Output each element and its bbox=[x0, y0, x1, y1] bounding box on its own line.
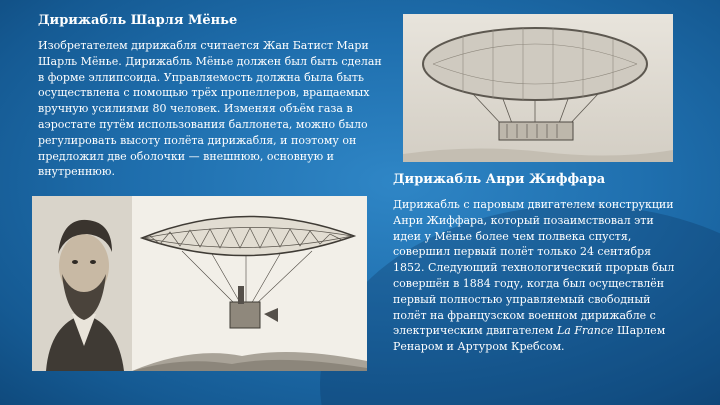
giffard-portrait bbox=[32, 196, 132, 371]
giffard-paragraph bbox=[393, 197, 678, 355]
la-france-italic: La France bbox=[556, 324, 614, 338]
meunier-paragraph: Изобретателем дирижабля считается Жан Батист Мари Шарль Мёнье. Дирижабль Мёнье должен был быть сделан в форме эллипсоида. Управляемость должна была быть осуществлена с помощью трёх пропеллеров, вращаемых вручную усилиями 80 человек. Изменяя объём газа в аэростате путём использования баллонета, можно было регулировать высоту полёта дирижабля, и поэтому он предложил две оболочки — внешнюю, основную и внутреннюю. bbox=[38, 39, 382, 179]
giffard-heading: Дирижабль Анри Жиффара bbox=[393, 172, 606, 187]
meunier-heading: Дирижабль Шарля Мёнье bbox=[38, 13, 238, 28]
giffard-portrait-and-airship-image bbox=[32, 196, 367, 371]
meunier-airship-image bbox=[403, 14, 673, 162]
giffard-paragraph-main: Дирижабль с паровым двигателем конструкции Анри Жиффара, который позаимствовал эти идеи у Мёнье более чем полвека спустя, совершил первый полёт только 24 сентября 1852. Следующий технологический прорыв был совершён в 1884 году, когда был осуществлён первый полностью управляемый свободный полёт на французском военном дирижабле с электрическим двигателем bbox=[393, 198, 675, 338]
giffard-paragraph-end: Шарлем Ренаром и Артуром Кребсом. bbox=[393, 324, 666, 354]
